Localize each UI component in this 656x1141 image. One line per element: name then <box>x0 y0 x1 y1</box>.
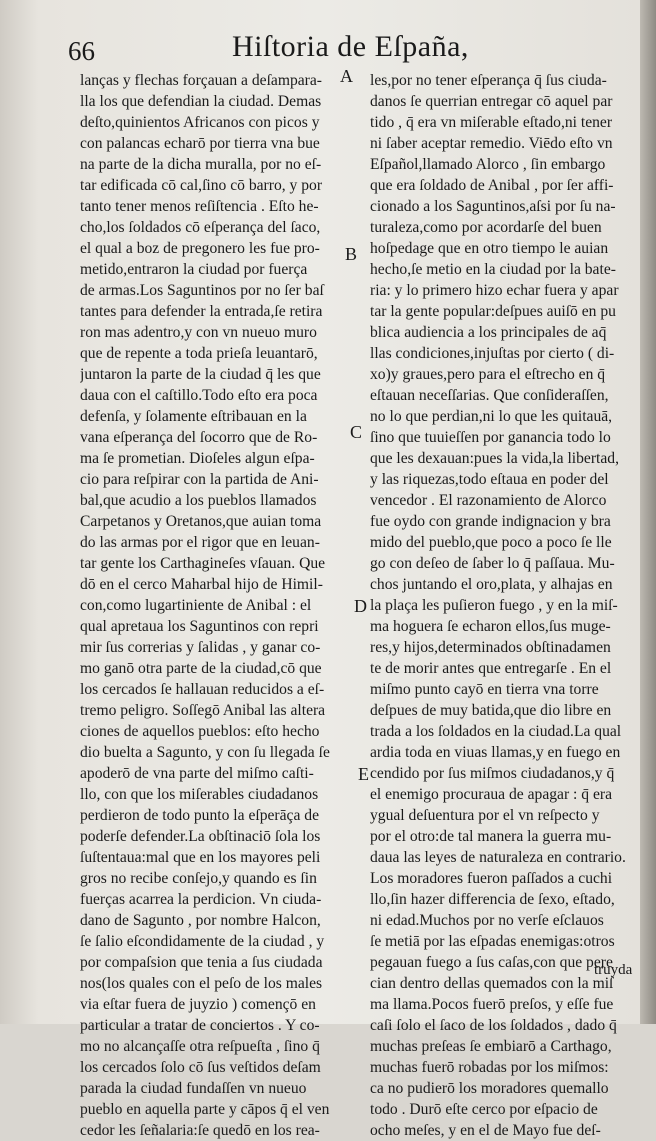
text-line: ſe ſalio eſcondidamente de la ciudad , y <box>80 933 325 950</box>
text-line: cionado a los Saguntinos,aſsi por ſu na- <box>370 198 616 215</box>
text-line: apoderō de vna parte del miſmo caſti- <box>80 765 314 782</box>
text-line: por compaſsion que tenia a ſus ciudada <box>80 954 323 971</box>
text-line: hecho,ſe metio en la ciudad por la bate- <box>370 261 616 278</box>
text-line: el qual a boz de pregonero les fue pro- <box>80 240 320 257</box>
text-line: na parte de la dicha muralla, por no eſ- <box>80 156 322 173</box>
text-line: cio para reſpirar con la partida de Ani- <box>80 471 319 488</box>
text-line: ma ſe prometian. Dioſeles algun eſpa- <box>80 450 315 467</box>
text-line: de armas.Los Saguntinos por no ſer baſ <box>80 282 324 299</box>
text-line: lanças y flechas forçauan a deſampara- <box>80 72 322 89</box>
text-line: que era ſoldado de Anibal , por ſer affi- <box>370 177 614 194</box>
text-line: ocho meſes, y en el de Mayo fue deſ- <box>370 1122 601 1139</box>
text-line: ygual deſuentura por el vn reſpecto y <box>370 807 600 824</box>
text-line: pegauan fuego a ſus caſas,con que pere <box>370 954 613 971</box>
text-line: bal,que acudio a los pueblos llamados <box>80 492 317 509</box>
text-line: hoſpedage que en otro tiempo le auian <box>370 240 609 257</box>
text-line: ciones de aquellos pueblos: eſto hecho <box>80 723 320 740</box>
text-line: les,por no tener eſperança q̄ ſus ciuda- <box>370 72 607 89</box>
margin-marker-d: D <box>354 596 367 616</box>
text-line: ni edad.Muchos por no verſe eſclauos <box>370 912 604 929</box>
book-spine-shadow <box>640 0 656 1024</box>
text-line: llo,ſin hazer differencia de ſexo, eſtado, <box>370 891 615 908</box>
text-line: chos juntando el oro,plata, y alhajas en <box>370 576 613 593</box>
text-line: mido del pueblo,que poco a poco ſe lle <box>370 534 612 551</box>
text-line: los cercados ſolo cō ſus veſtidos deſam <box>80 1059 321 1076</box>
text-line: ron mas adentro,y con vn nueuo muro <box>80 324 317 341</box>
text-line: mir ſus correrias y ſalidas , y ganar co- <box>80 639 321 656</box>
text-line: Carpetanos y Oretanos,que auian toma <box>80 513 322 530</box>
text-line: poderſe defender.La obſtinaciō ſola los <box>80 828 321 845</box>
text-line: con palancas echarō por tierra vna bue <box>80 135 320 152</box>
text-line: tanto tener menos reſiſtencia . Eſto he- <box>80 198 319 215</box>
text-line: cho,los ſoldados cō eſperança del ſaco, <box>80 219 321 236</box>
text-line: ardia toda en viuas llamas,y en fuego en <box>370 744 621 761</box>
page-number: 66 <box>68 36 95 66</box>
text-line: daua las leyes de naturaleza en contrario. <box>370 849 626 866</box>
text-line: dio buelta a Sagunto, y con ſu llegada ſe <box>80 744 330 761</box>
text-line: lla los que defendian la ciudad. Demas <box>80 93 322 110</box>
text-line: muchas fuerō robadas por los miſmos: <box>370 1059 609 1076</box>
text-line: miſmo punto cayō en tierra vna torre <box>370 681 599 698</box>
text-line: go con deſeo de ſaber lo q̄ paſſaua. Mu- <box>370 555 615 572</box>
text-line: daua con el caſtillo.Todo eſto era poca <box>80 387 318 404</box>
text-line: Los moradores fueron paſſados a cuchi <box>370 870 613 887</box>
text-line: te de morir antes que entregarſe . En el <box>370 660 612 677</box>
text-line: via eſtar fuera de juyzio ) començō en <box>80 996 316 1013</box>
text-line: danos ſe querrian entregar cō aquel par <box>370 93 613 110</box>
text-line: juntaron la parte de la ciudad q̄ les que <box>80 366 321 383</box>
text-line: que les dexauan:pues la vida,la libertad, <box>370 450 619 467</box>
text-line: tar gente los Carthagineſes vſauan. Que <box>80 555 326 572</box>
text-line: perdieron de todo punto la eſperāça de <box>80 807 320 824</box>
text-line: tar edificada cō cal,ſino cō barro, y por <box>80 177 323 194</box>
text-line: deſpues de muy batida,que dio libre en <box>370 702 612 719</box>
margin-marker-a: A <box>340 66 353 86</box>
left-text-column <box>80 70 344 1141</box>
text-line: llo, con que los miſerables ciudadanos <box>80 786 319 803</box>
text-line: el enemigo procuraua de apagar : q̄ era <box>370 786 613 803</box>
text-line: Eſpañol,llamado Alorco , ſin embargo <box>370 156 606 173</box>
text-line: por el otro:de tal manera la guerra mu- <box>370 828 612 845</box>
text-line: ſino que tuuieſſen por ganancia todo lo <box>370 429 611 446</box>
text-line: res,y hijos,determinados obſtinadamen <box>370 639 611 656</box>
margin-marker-b: B <box>345 244 358 264</box>
text-line: vencedor . El razonamiento de Alorco <box>370 492 607 509</box>
text-line: que de repente a toda prieſa leuantarō, <box>80 345 318 362</box>
text-line: fue oydo con grande indignacion y bra <box>370 513 611 530</box>
text-line: mo ganō otra parte de la ciudad,cō que <box>80 660 322 677</box>
text-line: la plaça les puſieron fuego , y en la miſ- <box>370 597 618 614</box>
right-text-column <box>370 70 632 1141</box>
text-line: gros no recibe conſejo,y quando es ſin <box>80 870 317 887</box>
text-line: blica audiencia a los principales de aq̄ <box>370 324 607 341</box>
text-line: metido,entraron la ciudad por fuerça <box>80 261 308 278</box>
text-line: tido , q̄ era vn miſerable eſtado,ni tener <box>370 114 613 131</box>
text-line: ma llama.Pocos fuerō preſos, y eſſe fue <box>370 996 614 1013</box>
running-title: Hiſtoria de Eſpaña, <box>232 30 469 63</box>
text-line: do las armas por el rigor que en leuan- <box>80 534 320 551</box>
text-line: cian dentro dellas quemados con la miſ <box>370 975 614 992</box>
text-line: dō en el cerco Maharbal hijo de Himil- <box>80 576 323 593</box>
text-line: xo)y graues,pero para el eſtrecho en q̄ <box>370 366 606 383</box>
text-line: ſuſtentaua:mal que en los mayores peli <box>80 849 321 866</box>
text-line: tantes para defender la entrada,ſe retira <box>80 303 323 320</box>
text-line: mo no alcançaſſe otra reſpueſta , ſino q̄ <box>80 1038 320 1055</box>
text-line: particular a tratar de conciertos . Y co- <box>80 1017 320 1034</box>
text-line: ca no pudierō los moradores quemallo <box>370 1080 609 1097</box>
text-line: eſtauan neceſſarias. Que conſideraſſen, <box>370 387 609 404</box>
text-line: defenſa, y ſolamente eſtribauan en la <box>80 408 307 425</box>
text-line: ſe metiā por las eſpadas enemigas:otros <box>370 933 615 950</box>
text-line: ria: y lo primero hizo echar fuera y apar <box>370 282 619 299</box>
text-line: muchas preſeas ſe embiarō a Carthago, <box>370 1038 612 1055</box>
text-line: y las riquezas,todo eſtaua en poder del <box>370 471 609 488</box>
text-line: nos(los quales con el peſo de los males <box>80 975 323 992</box>
text-line: ma hoguera ſe echaron ellos,ſus muge- <box>370 618 611 635</box>
text-line: vana eſperança del ſocorro que de Ro- <box>80 429 318 446</box>
text-line: caſi ſolo el ſaco de los ſoldados , dado q̄ <box>370 1017 617 1034</box>
text-line: llas condiciones,injuſtas por cierto ( di- <box>370 345 615 362</box>
text-line: ni ſaber aceptar remedio. Viēdo eſto vn <box>370 135 613 152</box>
margin-marker-e: E <box>358 764 369 784</box>
text-line: qual apretaua los Saguntinos con repri <box>80 618 319 635</box>
text-line: pueblo en aquella parte y cāpos q̄ el ven <box>80 1101 330 1118</box>
text-line: dano de Sagunto , por nombre Halcon, <box>80 912 321 929</box>
margin-marker-c: C <box>350 422 363 442</box>
text-line: cedor les ſeñalaria:ſe quedō en los rea- <box>80 1122 320 1139</box>
catchword: truyda <box>594 962 633 978</box>
text-line: trada a los ſoldados en la ciudad.La qual <box>370 723 622 740</box>
text-line: turaleza,como por acordarſe del buen <box>370 219 602 236</box>
text-line: los cercados ſe hallauan reducidos a eſ- <box>80 681 325 698</box>
page-header <box>0 26 640 72</box>
text-line: tar la gente popular:deſpues auiſō en pu <box>370 303 616 320</box>
text-line: cendido por ſus miſmos ciudadanos,y q̄ <box>370 765 615 782</box>
text-line: deſto,quinientos Africanos con picos y <box>80 114 320 131</box>
text-line: tremo peligro. Soſſegō Anibal las altera <box>80 702 326 719</box>
text-line: parada la ciudad fundaſſen vn nueuo <box>80 1080 307 1097</box>
text-line: todo . Durō eſte cerco por eſpacio de <box>370 1101 598 1118</box>
text-line: no lo que perdian,ni lo que les quitauā, <box>370 408 613 425</box>
text-line: fuerças acarrea la perdicion. Vn ciuda- <box>80 891 322 908</box>
text-line: con,como lugartiniente de Anibal : el <box>80 597 312 614</box>
